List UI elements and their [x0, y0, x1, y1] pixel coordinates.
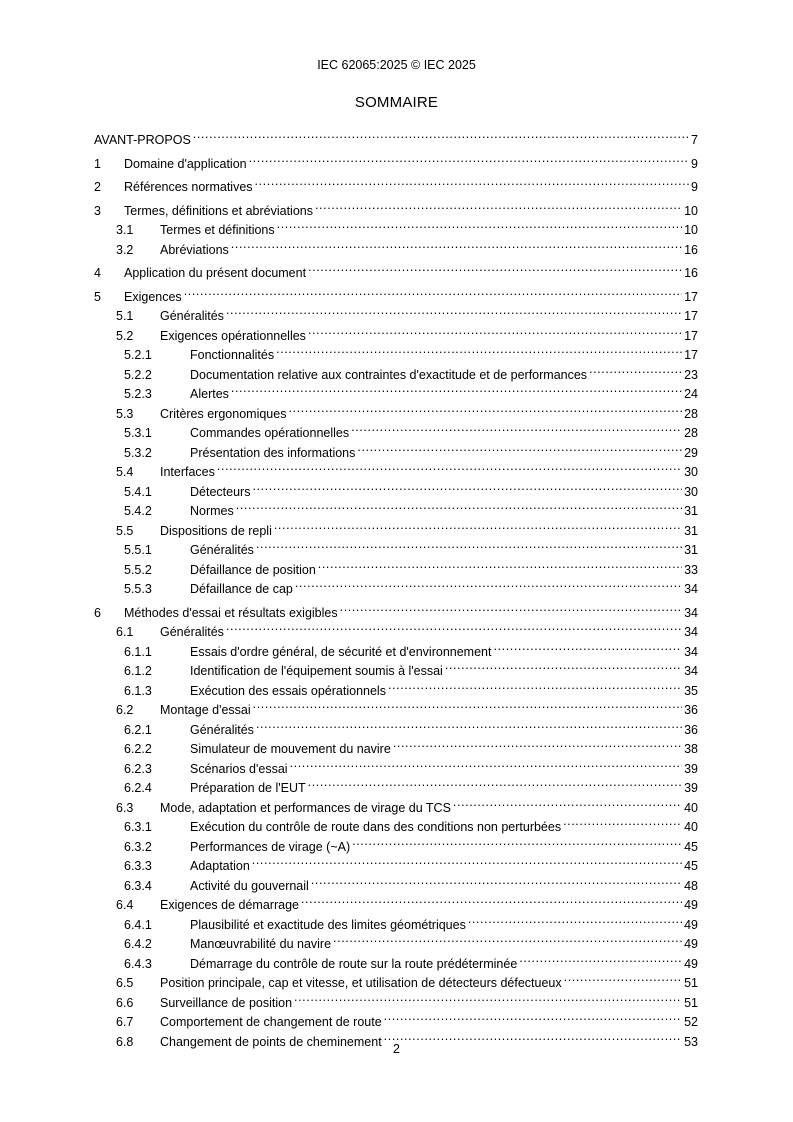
toc-entry-number: 6.8 [116, 1034, 134, 1049]
toc-entry-title: Méthodes d'essai et résultats exigibles [124, 605, 338, 620]
toc-entry-title: Commandes opérationnelles [190, 426, 350, 440]
toc-entry-title: Surveillance de position [160, 995, 293, 1010]
toc-entry-page: 10 [684, 203, 698, 218]
toc-entry-number: 5.4 [116, 465, 134, 479]
toc-entry-page: 34 [684, 664, 698, 678]
toc-entry-page: 28 [684, 406, 698, 421]
toc-entry[interactable] [94, 437, 698, 460]
toc-entry-number: 6.2 [116, 703, 134, 717]
toc-entry-title: Identification de l'équipement soumis à l'essai [190, 664, 443, 678]
toc-entry-title: Généralités [190, 722, 254, 737]
toc-entry[interactable] [94, 195, 698, 218]
toc-entry-number: 5.4.2 [124, 504, 152, 518]
toc-entry[interactable] [94, 398, 698, 421]
toc-entry-title: Généralités [190, 543, 254, 557]
toc-entry-number: 5.5 [116, 523, 134, 538]
toc-entry-title: Interfaces [160, 465, 215, 479]
toc-entry-number: 5.3.1 [124, 426, 152, 440]
toc-entry[interactable] [94, 928, 698, 951]
toc-entry-title: Abréviations [160, 242, 229, 257]
toc-entry-title: Normes [190, 504, 234, 518]
toc-entry-number: 5.2 [116, 328, 134, 343]
toc-entry-page: 38 [684, 742, 698, 756]
toc-leader-dots [357, 437, 682, 457]
toc-entry-number: 3 [94, 203, 101, 218]
toc-entry-page: 49 [684, 937, 698, 951]
toc-entry-number: 5.2.3 [124, 387, 152, 401]
toc-leader-dots [231, 378, 682, 398]
toc-entry-page: 34 [684, 582, 698, 596]
toc-leader-dots [294, 987, 682, 1007]
toc-entry-page: 29 [684, 445, 698, 460]
toc-entry[interactable] [94, 909, 698, 932]
toc-leader-dots [333, 928, 682, 948]
toc-leader-dots [519, 948, 682, 968]
toc-leader-dots [295, 573, 682, 593]
toc-entry-title: Exigences opérationnelles [160, 328, 306, 343]
toc-entry-page: 16 [684, 242, 698, 257]
toc-entry-page: 49 [684, 956, 698, 971]
toc-entry-number: 6 [94, 605, 101, 620]
toc-entry[interactable] [94, 636, 698, 659]
toc-leader-dots [288, 398, 682, 418]
toc-leader-dots [393, 733, 682, 753]
toc-entry-title: Termes et définitions [160, 223, 275, 237]
toc-entry-number: 6.3 [116, 800, 134, 815]
toc-entry[interactable] [94, 320, 698, 343]
toc-leader-dots [563, 811, 682, 831]
toc-entry-title: Critères ergonomiques [160, 406, 287, 421]
toc-entry-title: Alertes [190, 387, 229, 401]
toc-entry-page: 28 [684, 426, 698, 440]
toc-entry[interactable] [94, 339, 698, 362]
toc-entry-page: 30 [684, 484, 698, 499]
toc-entry-page: 24 [684, 387, 698, 401]
toc-entry[interactable] [94, 753, 698, 776]
toc-leader-dots [277, 214, 682, 234]
toc-entry-title: Manœuvrabilité du navire [190, 937, 332, 951]
toc-entry-title: Comportement de changement de route [160, 1015, 382, 1029]
toc-entry[interactable] [94, 148, 698, 171]
toc-entry-number: 6.4.1 [124, 917, 152, 932]
toc-entry-page: 39 [684, 781, 698, 795]
toc-entry-page: 36 [684, 703, 698, 717]
toc-entry-number: 6.5 [116, 976, 134, 990]
toc-entry-number: 5.2.2 [124, 367, 152, 382]
toc-entry-title: Démarrage du contrôle de route sur la route prédéterminée [190, 956, 518, 971]
toc-entry[interactable] [94, 171, 698, 194]
toc-leader-dots [252, 850, 682, 870]
toc-entry[interactable] [94, 967, 698, 990]
toc-entry[interactable] [94, 234, 698, 257]
toc-entry[interactable] [94, 359, 698, 382]
toc-entry-title: Généralités [160, 625, 224, 639]
toc-entry[interactable] [94, 616, 698, 639]
table-of-contents [94, 124, 698, 1049]
toc-leader-dots [564, 967, 682, 987]
toc-entry-title: Activité du gouvernail [190, 878, 309, 893]
toc-leader-dots [318, 554, 682, 574]
toc-entry-page: 45 [684, 859, 698, 873]
toc-entry[interactable] [94, 554, 698, 577]
toc-leader-dots [388, 675, 682, 695]
toc-leader-dots [249, 148, 689, 168]
toc-leader-dots [340, 597, 682, 617]
toc-entry-title: Exécution du contrôle de route dans des conditions non perturbées [190, 820, 562, 834]
toc-entry[interactable] [94, 597, 698, 620]
toc-entry-number: 1 [94, 156, 101, 171]
toc-entry-title: Exigences [124, 289, 182, 304]
toc-entry-title: Essais d'ordre général, de sécurité et d'environnement [190, 644, 492, 659]
toc-entry-page: 31 [684, 543, 698, 557]
toc-entry-number: 5.5.1 [124, 543, 152, 557]
toc-entry-number: 6.1.3 [124, 683, 152, 698]
toc-entry-page: 7 [691, 133, 698, 147]
toc-entry[interactable] [94, 655, 698, 678]
toc-entry-number: 3.2 [116, 242, 134, 257]
toc-leader-dots [290, 753, 683, 773]
toc-leader-dots [217, 456, 682, 476]
toc-entry-page: 45 [684, 839, 698, 854]
toc-leader-dots [445, 655, 682, 675]
toc-leader-dots [231, 234, 682, 254]
toc-entry-number: 6.4.3 [124, 956, 152, 971]
toc-entry-page: 40 [684, 800, 698, 815]
toc-entry-number: 6.6 [116, 995, 134, 1010]
toc-leader-dots [274, 515, 682, 535]
toc-entry-number: 6.3.2 [124, 839, 152, 854]
toc-entry-page: 31 [684, 523, 698, 538]
toc-leader-dots [253, 694, 682, 714]
toc-entry-title: Mode, adaptation et performances de virage du TCS [160, 800, 451, 815]
toc-leader-dots [308, 320, 682, 340]
toc-leader-dots [252, 476, 682, 496]
toc-leader-dots [493, 636, 682, 656]
toc-leader-dots [184, 281, 682, 301]
toc-entry-title: Changement de points de cheminement [160, 1034, 382, 1049]
toc-entry-number: 5.3.2 [124, 445, 152, 460]
toc-entry[interactable] [94, 694, 698, 717]
toc-leader-dots [308, 772, 682, 792]
toc-entry[interactable] [94, 714, 698, 737]
toc-leader-dots [301, 889, 682, 909]
toc-leader-dots [384, 1006, 682, 1026]
toc-entry-number: 6.1 [116, 625, 134, 639]
toc-entry-number: 5.3 [116, 406, 134, 421]
toc-entry-number: 6.2.4 [124, 781, 152, 795]
toc-entry[interactable] [94, 417, 698, 440]
toc-entry-number: 6.2.1 [124, 722, 152, 737]
toc-leader-dots [226, 616, 682, 636]
toc-entry-number: 6.2.3 [124, 761, 152, 776]
toc-leader-dots [315, 195, 682, 215]
toc-entry-number: 6.3.3 [124, 859, 152, 873]
document-header: IEC 62065:2025 © IEC 2025 [317, 58, 476, 72]
toc-entry-page: 49 [684, 917, 698, 932]
toc-entry-number: 5.5.2 [124, 562, 152, 577]
toc-leader-dots [226, 300, 682, 320]
toc-entry-title: Exigences de démarrage [160, 898, 299, 912]
toc-entry-title: Détecteurs [190, 484, 251, 499]
toc-entry-number: 5.4.1 [124, 484, 152, 499]
toc-entry-number: 6.4.2 [124, 937, 152, 951]
toc-entry-number: 4 [94, 266, 101, 280]
toc-entry-page: 39 [684, 761, 698, 776]
toc-entry[interactable] [94, 573, 698, 596]
toc-entry-title: Adaptation [190, 859, 250, 873]
toc-entry[interactable] [94, 733, 698, 756]
toc-entry-page: 9 [691, 180, 698, 194]
toc-entry[interactable] [94, 534, 698, 557]
toc-entry-title: Références normatives [124, 180, 253, 194]
toc-entry[interactable] [94, 792, 698, 815]
toc-entry-page: 17 [684, 348, 698, 362]
toc-entry[interactable] [94, 811, 698, 834]
toc-entry-page: 52 [684, 1015, 698, 1029]
toc-entry-number: 6.2.2 [124, 742, 152, 756]
toc-leader-dots [236, 495, 682, 515]
toc-entry-page: 10 [684, 223, 698, 237]
toc-leader-dots [351, 417, 682, 437]
toc-entry[interactable] [94, 456, 698, 479]
toc-leader-dots [311, 870, 682, 890]
toc-entry[interactable] [94, 495, 698, 518]
toc-entry-number: 6.3.1 [124, 820, 152, 834]
toc-entry[interactable] [94, 987, 698, 1010]
toc-entry-page: 17 [684, 328, 698, 343]
toc-entry[interactable] [94, 124, 698, 147]
toc-entry-title: Généralités [160, 309, 224, 323]
toc-entry-number: 5.1 [116, 309, 134, 323]
toc-entry-page: 36 [684, 722, 698, 737]
toc-entry-page: 17 [684, 289, 698, 304]
toc-entry-title: Scénarios d'essai [190, 761, 288, 776]
toc-entry-number: 2 [94, 180, 101, 194]
toc-entry-title: Plausibilité et exactitude des limites géométriques [190, 917, 466, 932]
page-number: 2 [393, 1042, 400, 1056]
toc-entry-title: Fonctionnalités [190, 348, 275, 362]
toc-entry-number: 6.4 [116, 898, 134, 912]
toc-entry[interactable] [94, 281, 698, 304]
toc-entry-title: Présentation des informations [190, 445, 356, 460]
toc-entry-page: 23 [684, 367, 698, 382]
toc-entry-title: Application du présent document [124, 266, 307, 280]
toc-entry-title: Préparation de l'EUT [190, 781, 306, 795]
toc-entry-number: 3.1 [116, 223, 134, 237]
toc-leader-dots [589, 359, 682, 379]
toc-entry[interactable] [94, 300, 698, 323]
toc-entry[interactable] [94, 850, 698, 873]
toc-entry-number: 5.2.1 [124, 348, 152, 362]
toc-entry-page: 34 [684, 605, 698, 620]
toc-entry-title: Exécution des essais opérationnels [190, 683, 386, 698]
toc-entry-title: Simulateur de mouvement du navire [190, 742, 391, 756]
toc-entry-page: 48 [684, 878, 698, 893]
toc-leader-dots [453, 792, 682, 812]
toc-entry-title: AVANT-PROPOS [94, 133, 191, 147]
toc-entry[interactable] [94, 772, 698, 795]
toc-entry[interactable] [94, 257, 698, 280]
toc-entry-page: 53 [684, 1034, 698, 1049]
toc-entry-page: 34 [684, 625, 698, 639]
toc-entry[interactable] [94, 889, 698, 912]
toc-entry-page: 34 [684, 644, 698, 659]
toc-entry[interactable] [94, 870, 698, 893]
toc-entry[interactable] [94, 831, 698, 854]
toc-entry-title: Défaillance de cap [190, 582, 293, 596]
toc-entry-page: 51 [684, 995, 698, 1010]
toc-entry[interactable] [94, 214, 698, 237]
toc-entry[interactable] [94, 378, 698, 401]
toc-entry[interactable] [94, 515, 698, 538]
toc-entry-page: 40 [684, 820, 698, 834]
toc-entry-page: 30 [684, 465, 698, 479]
toc-entry[interactable] [94, 1006, 698, 1029]
toc-entry-number: 6.1.1 [124, 644, 152, 659]
toc-entry-number: 6.1.2 [124, 664, 152, 678]
toc-entry[interactable] [94, 948, 698, 971]
toc-leader-dots [468, 909, 682, 929]
toc-entry-title: Termes, définitions et abréviations [124, 203, 313, 218]
toc-entry[interactable] [94, 675, 698, 698]
toc-entry-number: 6.7 [116, 1015, 134, 1029]
toc-leader-dots [193, 124, 689, 144]
toc-entry-title: Montage d'essai [160, 703, 251, 717]
toc-entry-title: Dispositions de repli [160, 523, 272, 538]
toc-entry-page: 17 [684, 309, 698, 323]
toc-leader-dots [256, 714, 682, 734]
toc-leader-dots [276, 339, 682, 359]
toc-entry-page: 51 [684, 976, 698, 990]
toc-leader-dots [352, 831, 682, 851]
toc-entry-page: 35 [684, 683, 698, 698]
toc-entry-page: 33 [684, 562, 698, 577]
toc-entry-title: Défaillance de position [190, 562, 316, 577]
toc-leader-dots [255, 171, 690, 191]
toc-entry-page: 31 [684, 504, 698, 518]
toc-leader-dots [256, 534, 682, 554]
toc-entry-title: Documentation relative aux contraintes d'exactitude et de performances [190, 367, 588, 382]
toc-entry-number: 5 [94, 289, 101, 304]
toc-entry-number: 6.3.4 [124, 878, 152, 893]
toc-entry-number: 5.5.3 [124, 582, 152, 596]
toc-entry-title: Performances de virage (~A) [190, 839, 351, 854]
toc-entry-title: Position principale, cap et vitesse, et utilisation de détecteurs défectueux [160, 976, 562, 990]
toc-entry-page: 16 [684, 266, 698, 280]
toc-leader-dots [308, 257, 682, 277]
toc-entry[interactable] [94, 476, 698, 499]
toc-entry-page: 49 [684, 898, 698, 912]
toc-entry-title: Domaine d'application [124, 156, 247, 171]
toc-entry-page: 9 [691, 156, 698, 171]
page-title: SOMMAIRE [354, 94, 439, 111]
